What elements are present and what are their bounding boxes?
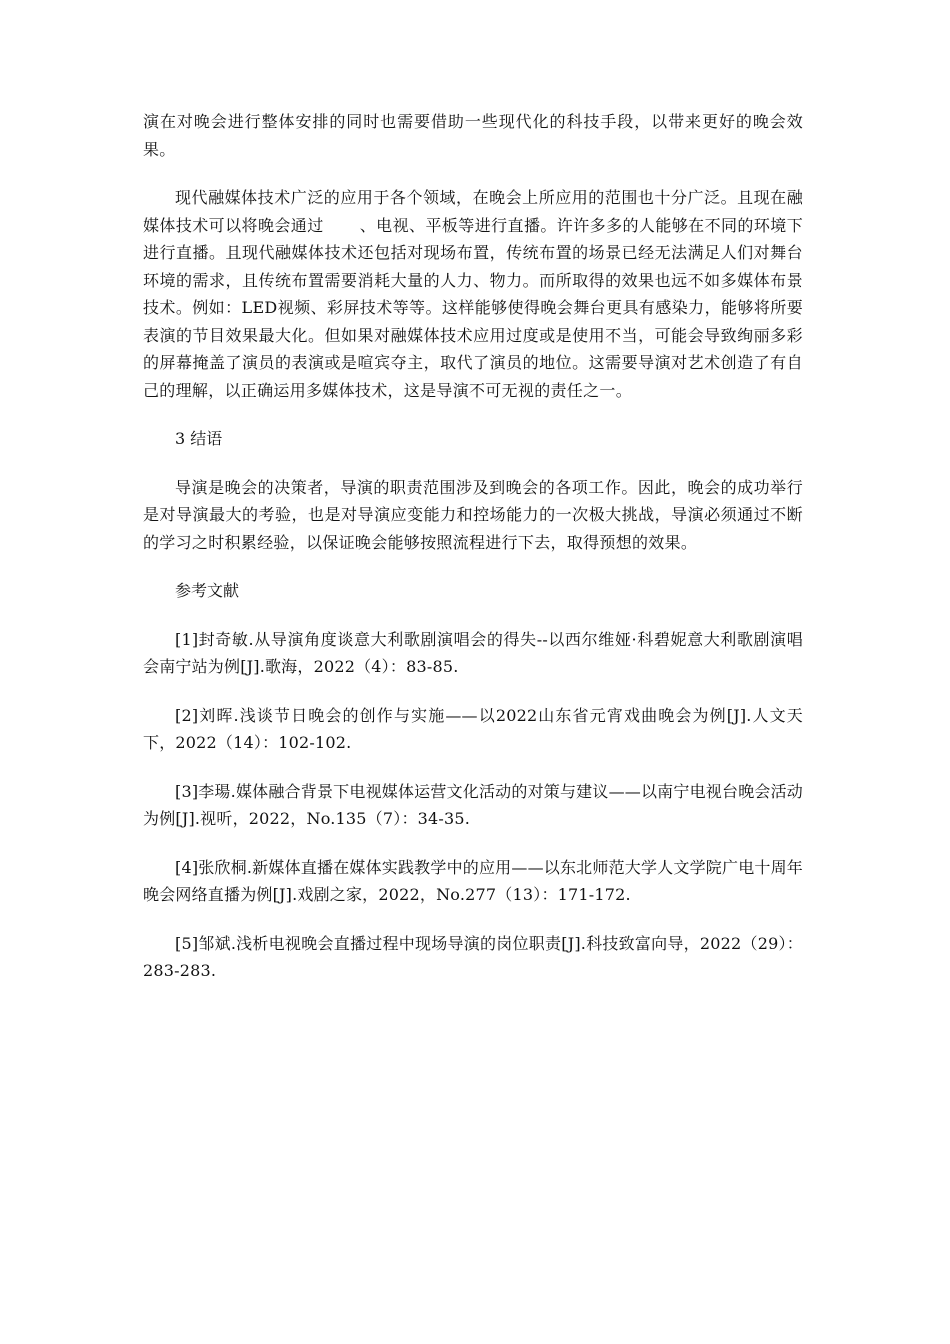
- section-heading-conclusion: 3 结语: [175, 429, 223, 448]
- paragraph-gap: [143, 681, 803, 702]
- reference-item-3: [3]李瑒.媒体融合背景下电视媒体运营文化活动的对策与建议——以南宁电视台晚会活动为例[J].视听，2022，No.135（7）：34-35.: [143, 781, 803, 828]
- reference-item-5: [5]邹斌.浅析电视晚会直播过程中现场导演的岗位职责[J].科技致富向导，2022（29）：283-283.: [143, 933, 803, 980]
- paragraph-intro-tail: 演在对晚会进行整体安排的同时也需要借助一些现代化的科技手段，以带来更好的晚会效果。: [143, 112, 803, 159]
- paragraph-gap: [143, 757, 803, 778]
- paragraph-gap: [143, 605, 803, 626]
- paragraph-gap: [143, 833, 803, 854]
- document-page: [143, 108, 803, 985]
- reference-item-2: [2]刘晖.浅谈节日晚会的创作与实施——以2022山东省元宵戏曲晚会为例[J].人文天下，2022（14）：102-102.: [143, 705, 803, 752]
- paragraph-gap: [143, 453, 803, 474]
- reference-item-1: [1]封奇敏.从导演角度谈意大利歌剧演唱会的得失--以西尔维娅·科碧妮意大利歌剧演唱会南宁站为例[J].歌海，2022（4）：83-85.: [143, 629, 803, 676]
- references-heading: 参考文献: [175, 581, 240, 600]
- paragraph-media-technology: [143, 184, 803, 404]
- reference-item-4: [4]张欣桐.新媒体直播在媒体实践教学中的应用——以东北师范大学人文学院广电十周年晚会网络直播为例[J].戏剧之家，2022，No.277（13）：171-172.: [143, 857, 803, 904]
- paragraph-media-part-1: 现代融媒体技术广泛的应用于各个领域，在晚会上所应用的范围也十分广泛。且现在融媒体技术可以将晚会通过: [143, 188, 803, 235]
- paragraph-gap: [143, 556, 803, 577]
- paragraph-gap: [143, 163, 803, 184]
- paragraph-gap: [143, 909, 803, 930]
- paragraph-media-part-2: 、电视、平板等进行直播。许许多多的人能够在不同的环境下进行直播。且现代融媒体技术还包括对现场布置，传统布置的场景已经无法满足人们对舞台环境的需求，且传统布置需要消耗大量的人力、物力。而所取得的效果也远不如多媒体布景技术。例如：LED视频、彩屏技术等等。这样能够使得晚会舞台更具有感染力，能够将所要表演的节目效果最大化。但如果对融媒体技术应用过度或是使用不当，可能会导致绚丽多彩的屏幕掩盖了演员的表演或是喧宾夺主，取代了演员的地位。这需要导演对艺术创造了有自己的理解，以正确运用多媒体技术，这是导演不可无视的责任之一。: [143, 215, 803, 400]
- paragraph-conclusion: 导演是晚会的决策者，导演的职责范围涉及到晚会的各项工作。因此，晚会的成功举行是对导演最大的考验，也是对导演应变能力和控场能力的一次极大挑战，导演必须通过不断的学习之时积累经验，以保证晚会能够按照流程进行下去，取得预想的效果。: [143, 477, 803, 552]
- paragraph-gap: [143, 404, 803, 425]
